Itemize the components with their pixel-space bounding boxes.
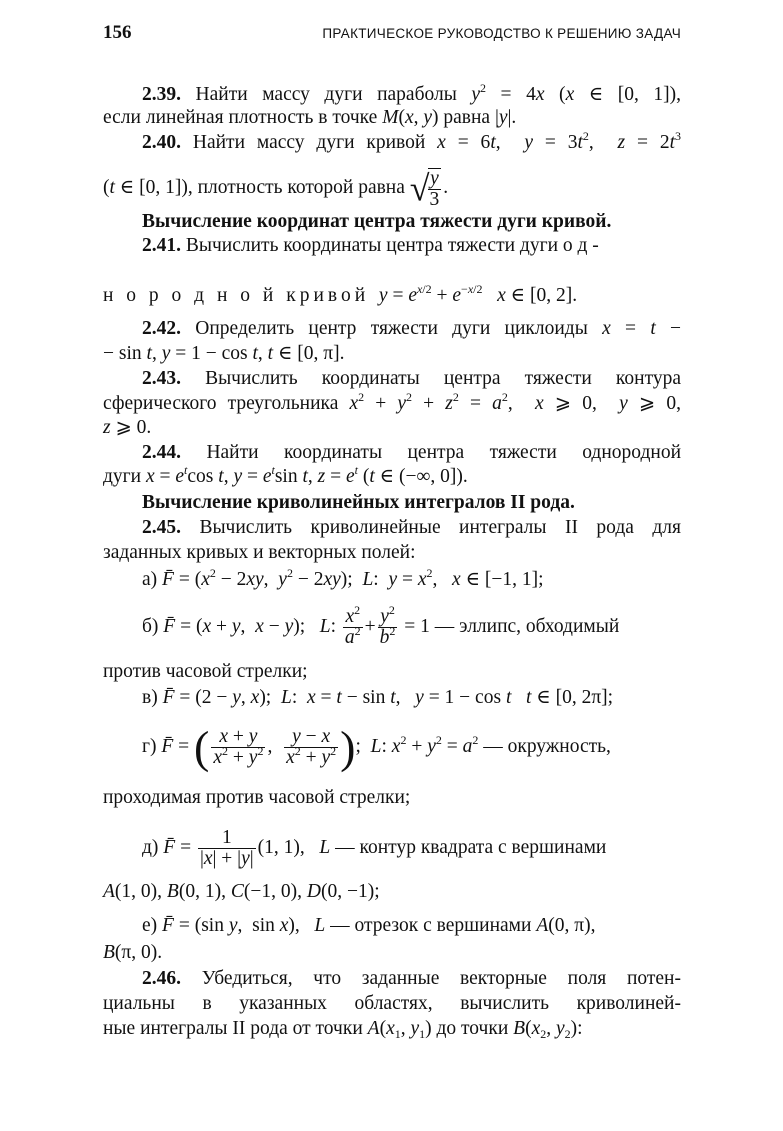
problem-2-44-line-1: 2.44. Найти координаты центра тяжести однородной: [142, 442, 682, 463]
problem-2-45-line-2: заданных кривых и векторных полей:: [103, 542, 416, 563]
page-number: 156: [103, 22, 132, 43]
problem-2-42-line-1: 2.42. Определить центр тяжести дуги циклоиды x = t −: [142, 318, 682, 339]
section-heading-center-of-gravity: Вычисление координат центра тяжести дуги кривой.: [142, 211, 612, 232]
problem-2-45-item-e-continued: B(π, 0).: [103, 942, 163, 963]
problem-2-41-line-2: н о р о д н о й кривой $y = e^{x/2} + e^{-x/2}$ x ∈ [0, 2].: [103, 282, 578, 306]
problem-2-43-line-1: 2.43. Вычислить координаты центра тяжести контура: [142, 368, 681, 389]
problem-2-45-item-d: д) F̄ = $\frac{1}{|x| + |y|}$ (1, 1), L — контур квадрата с вершинами: [142, 827, 607, 870]
problem-2-39-line-2: если линейная плотность в точке M(x, y) равна |y|.: [103, 107, 517, 128]
problem-2-45-item-g-continued: проходимая против часовой стрелки;: [103, 787, 411, 808]
problem-2-45-item-b: б) F̄ = (x + y, x − y); L: $\frac{x^2}{a^2}$ + $\frac{y^2}{b^2}$ = 1 — эллипс, обходимый: [142, 603, 620, 649]
problem-2-42-line-2: − sin t, y = 1 − cos t, t ∈ [0, π].: [103, 343, 345, 364]
problem-2-41-line-1: 2.41. Вычислить координаты центра тяжести дуги о д -: [142, 235, 599, 256]
problem-2-39-line-1: 2.39. Найти массу дуги параболы $y^2 = 4x$ (x ∈ [0, 1]),: [142, 81, 682, 105]
problem-2-45-item-b-continued: против часовой стрелки;: [103, 661, 308, 682]
problem-2-45-item-e: е) F̄ = (sin y, sin x), L — отрезок с вершинами A(0, π),: [142, 915, 596, 936]
problem-2-45-line-1: 2.45. Вычислить криволинейные интегралы II рода для: [142, 517, 681, 538]
problem-2-46-line-3: ные интегралы II рода от точки $A(x_1$, $y_1$) до точки $B(x_2$, $y_2$):: [103, 1018, 583, 1041]
problem-2-45-item-v: в) F̄ = (2 − y, x); L: x = t − sin t, y = 1 − cos t t ∈ [0, 2π];: [142, 687, 614, 708]
problem-2-45-item-a: а) F̄ = ($x^2 - 2xy$, $y^2 - 2xy$); L: $y = x^2$, x ∈ [−1, 1];: [142, 566, 544, 590]
problem-2-44-line-2: дуги $x = e^t\cos$ t, $y = e^t\sin$ t, $z = e^t$ (t ∈ (−∞, 0]).: [103, 463, 468, 487]
problem-2-40-line-1: 2.40. Найти массу дуги кривой x = 6t, $y = 3t^2$, $z = 2t^3$: [142, 129, 682, 153]
problem-2-46-line-2: циальны в указанных областях, вычислить криволиней-: [103, 993, 681, 1014]
running-title: ПРАКТИЧЕСКОЕ РУКОВОДСТВО К РЕШЕНИЮ ЗАДАЧ: [322, 26, 681, 41]
page-header: [103, 22, 681, 50]
problem-2-45-item-g: г) F̄ = ( $\frac{x + y}{x^2 + y^2}$ , $\frac{y - x}{x^2 + y^2}$ ); L: $x^2 + y^2 = a^2$ — окружность,: [142, 721, 611, 773]
problem-2-40-line-2: (t ∈ [0, 1]), плотность которой равна √ $\frac{y}{3}$ .: [103, 167, 449, 210]
problem-2-43-line-3: z ⩾ 0.: [103, 417, 152, 438]
section-heading-line-integrals: Вычисление криволинейных интегралов II рода.: [142, 492, 575, 513]
sqrt-y-over-3: √ $\frac{y}{3}$: [409, 167, 440, 210]
problem-2-46-line-1: 2.46. Убедиться, что заданные векторные поля потен-: [142, 968, 681, 989]
problem-2-45-item-d-vertices: A(1, 0), B(0, 1), C(−1, 0), D(0, −1);: [103, 881, 380, 902]
problem-2-43-line-2: сферического треугольника $x^2 + y^2 + z^2 = a^2$, x ⩾ 0, y ⩾ 0,: [103, 390, 682, 414]
